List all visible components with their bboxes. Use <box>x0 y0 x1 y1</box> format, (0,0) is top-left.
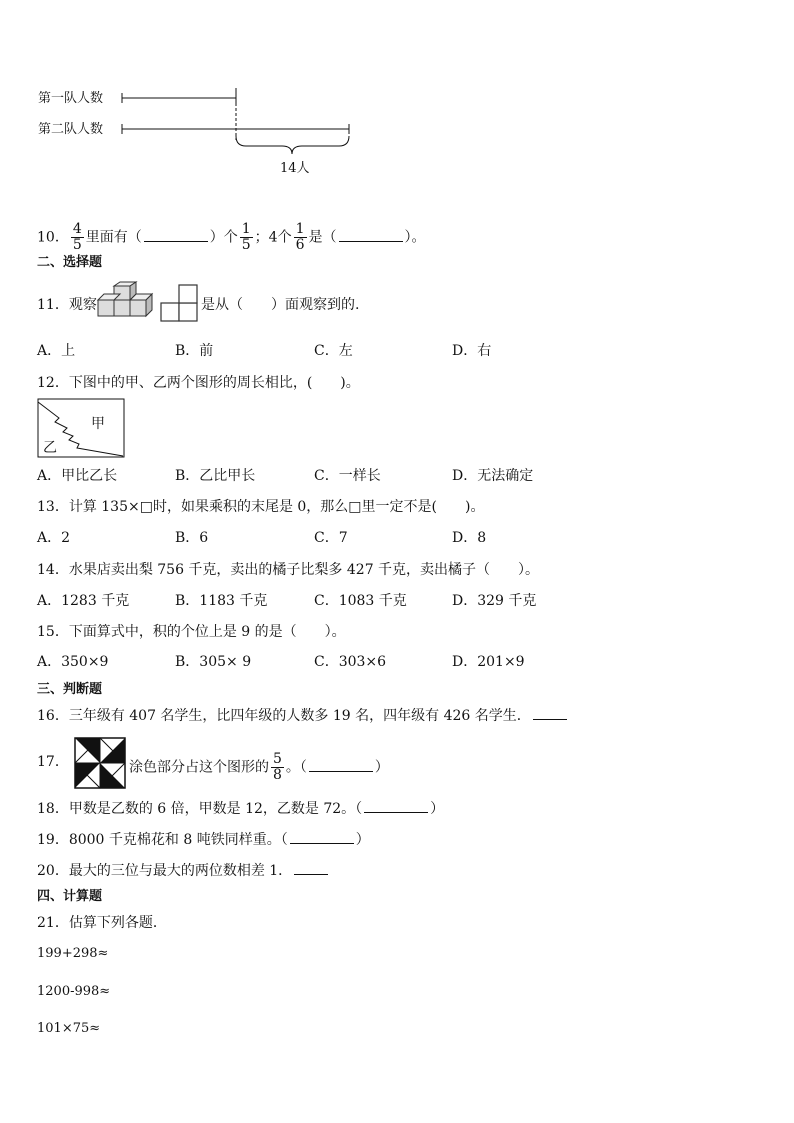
option-c[interactable]: C．7 <box>314 530 348 546</box>
question-17-prefix: 17． <box>37 754 69 770</box>
brace-label: 14人 <box>280 161 310 176</box>
option-a[interactable]: A．上 <box>37 343 76 359</box>
team1-label: 第一队人数 <box>38 91 104 106</box>
question-11-suffix: 是从（ ）面观察到的. <box>201 297 360 313</box>
option-d[interactable]: D．右 <box>452 343 492 359</box>
option-b[interactable]: B．1183 千克 <box>175 593 268 609</box>
question-10: 10． $\frac{4}{5}$ 里面有（ ）个 $\frac{1}{5}$ ；4个 $\frac{1}{6}$ 是（ ）。 <box>37 221 426 253</box>
question-17: 涂色部分占这个图形的 $\frac{5}{8}$ 。（ ） <box>129 751 389 783</box>
square-view-icon <box>160 284 200 324</box>
option-b[interactable]: B．前 <box>175 343 214 359</box>
option-d[interactable]: D．201×9 <box>452 654 525 670</box>
option-c[interactable]: C．303×6 <box>314 654 387 670</box>
answer-blank[interactable] <box>309 758 373 772</box>
fraction-1-6: $\frac{1}{6}$ <box>295 221 305 253</box>
answer-blank[interactable] <box>144 228 208 242</box>
option-b[interactable]: B．乙比甲长 <box>175 468 256 484</box>
question-15: 15．下面算式中，积的个位上是 9 的是（ ）。 <box>37 624 346 640</box>
fraction-4-5: $\frac{4}{5}$ <box>72 221 82 253</box>
section-calc: 四、计算题 <box>37 889 103 904</box>
answer-blank[interactable] <box>533 706 567 720</box>
question-21: 21．估算下列各题． <box>37 915 167 931</box>
team2-label: 第二队人数 <box>38 122 104 137</box>
option-a[interactable]: A．甲比乙长 <box>37 468 118 484</box>
answer-blank[interactable] <box>294 861 328 875</box>
estimate-item-3: 101×75≈ <box>37 1021 101 1036</box>
option-c[interactable]: C．1083 千克 <box>314 593 407 609</box>
answer-blank[interactable] <box>364 799 428 813</box>
option-b[interactable]: B．6 <box>175 530 209 546</box>
estimate-item-2: 1200-998≈ <box>37 984 111 999</box>
question-16: 16．三年级有 407 名学生，比四年级的人数多 19 名，四年级有 426 名学生． <box>37 706 569 726</box>
cube-stack-icon <box>96 282 156 322</box>
question-11: 11．观察 <box>37 297 97 313</box>
option-d[interactable]: D．8 <box>452 530 487 546</box>
section-choice: 二、选择题 <box>37 255 103 270</box>
label-yi: 乙 <box>43 440 57 456</box>
option-d[interactable]: D．329 千克 <box>452 593 537 609</box>
question-14: 14．水果店卖出梨 756 千克，卖出的橘子比梨多 427 千克，卖出橘子（ ）。 <box>37 562 540 578</box>
option-a[interactable]: A．2 <box>37 530 71 546</box>
question-18: 18．甲数是乙数的 6 倍，甲数是 12，乙数是 72。（ ） <box>37 801 445 817</box>
option-d[interactable]: D．无法确定 <box>452 468 534 484</box>
label-jia: 甲 <box>91 416 105 432</box>
brace-icon <box>236 136 349 154</box>
fraction-1-5: $\frac{1}{5}$ <box>241 221 251 253</box>
segment-diagram <box>0 0 794 180</box>
option-a[interactable]: A．350×9 <box>37 654 109 670</box>
estimate-item-1: 199+298≈ <box>37 946 109 961</box>
option-b[interactable]: B．305× 9 <box>175 654 252 670</box>
answer-blank[interactable] <box>290 830 354 844</box>
option-a[interactable]: A．1283 千克 <box>37 593 130 609</box>
question-19: 19．8000 千克棉花和 8 吨铁同样重。（ ） <box>37 832 370 848</box>
question-20: 20．最大的三位与最大的两位数相差 1． <box>37 861 330 881</box>
option-c[interactable]: C．一样长 <box>314 468 381 484</box>
question-12: 12．下图中的甲、乙两个图形的周长相比，( )。 <box>37 375 360 391</box>
section-judge: 三、判断题 <box>37 682 103 697</box>
shaded-square-figure <box>74 737 126 789</box>
question-13: 13．计算 135×□时，如果乘积的末尾是 0，那么□里一定不是( )。 <box>37 499 485 515</box>
fraction-5-8: $\frac{5}{8}$ <box>273 751 282 783</box>
answer-blank[interactable] <box>339 228 403 242</box>
option-c[interactable]: C．左 <box>314 343 353 359</box>
